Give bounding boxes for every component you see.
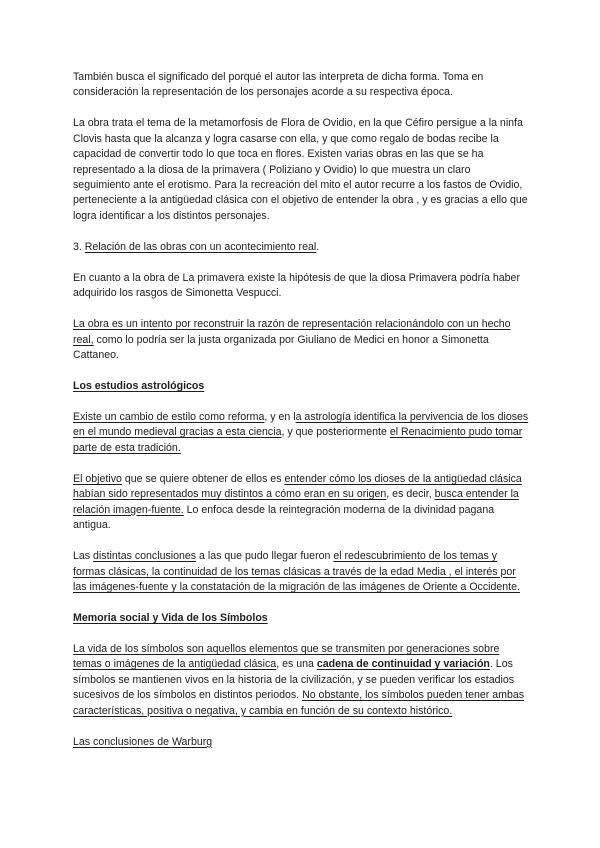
section-3-heading <box>73 240 530 255</box>
underlined-text: entender cómo los dioses de la antigüedad clásica habían sido representados muy distintos a cómo eran en su origen <box>73 472 522 501</box>
plain-text: , es una <box>276 658 317 671</box>
bold-underlined-text: cadena de continuidad y variación <box>316 658 490 671</box>
underlined-text: distintas conclusiones <box>93 550 197 563</box>
underlined-text: No obstante, los símbolos pueden tener ambas características, positiva o negativa, y cambia en función de su contexto histórico. <box>73 689 525 717</box>
plain-text: a las que pudo llegar fueron <box>196 550 334 563</box>
underlined-text: a astrología identifica la pervivencia de los dioses en el mundo medieval gracias a esta ciencia <box>73 411 529 439</box>
paragraph-astrology <box>73 410 530 456</box>
paragraph-flora-metamorphosis: La obra trata el tema de la metamorfosis de Flora de Ovidio, en la que Céfiro persigue a la ninfa Clovis hasta que la alcanza y logra casarse con ella, y que como regalo de bodas recibe la capacidad de convertir todo lo que toca en flores. Existen varias obras en las que se ha representado a la diosa de la primavera ( Poliziano y Ovidio) lo que muestra un claro seguimiento ante el erotismo. Para la recreación del mito el autor recurre a los fastos de Ovidio, perteneciente a la antigüedad clásica con el objetivo de entender la obra , y es gracias a ello que logra identificar a los distintos personajes. <box>73 117 528 222</box>
plain-text: como lo podría ser la justa organizada por Giuliano de Medici en honor a Simonetta Cattaneo. <box>73 333 489 362</box>
section-title-period: . <box>316 240 320 253</box>
paragraph-symbols <box>73 642 530 719</box>
plain-text: Las <box>73 550 94 563</box>
plain-text: que se quiere obtener de ellos es <box>121 472 285 485</box>
underlined-text: El objetivo <box>73 472 122 485</box>
paragraph-objective <box>73 472 530 534</box>
paragraph-conclusions <box>73 549 530 595</box>
paragraph-real-event <box>73 317 530 363</box>
underlined-text: La obra es un intento por reconstruir la razón de representación relacionándolo con un hecho real, <box>73 318 511 346</box>
underlined-text: busca entender la relación imagen-fuente. <box>73 488 519 516</box>
underlined-text: Existe un cambio de estilo como reforma <box>73 411 265 424</box>
plain-text: , y que posteriormente <box>281 426 390 439</box>
paragraph-intro: También busca el significado del porqué el autor las interpreta de dicha forma. Toma en consideración la representación de los personajes acorde a su respectiva época. <box>73 71 484 99</box>
underlined-text: La vida de los símbolos son aquellos elementos que se transmiten por generaciones sobre temas o imágenes de la antigüedad clásica <box>73 642 500 671</box>
heading-astrological-studies: Los estudios astrológicos <box>73 380 205 393</box>
heading-social-memory: Memoria social y Vida de los Símbolos <box>73 611 268 624</box>
plain-text: , es decir, <box>386 488 435 501</box>
paragraph-warburg-conclusions: Las conclusiones de Warburg <box>73 735 213 748</box>
paragraph-primavera-hypothesis: En cuanto a la obra de La primavera existe la hipótesis de que la diosa Primavera podría haber adquirido los rasgos de Simonetta Vespucci. <box>73 271 520 300</box>
section-number: 3. <box>73 240 85 253</box>
plain-text: Lo enfoca desde la reintegración moderna de la divinidad pagana antigua. <box>73 503 495 532</box>
plain-text: , y en l <box>264 411 296 424</box>
plain-text: . Los símbolos se mantienen vivos en la historia de la civilización, y se pueden verificar los estadios sucesivos de los símbolos en distintos periodos. <box>73 658 515 702</box>
underlined-text: el redescubrimiento de los temas y formas clásicas, la continuidad de los temas clásicas a través de la edad Media , el interés por las imágenes-fuente y la constatación de la migración de las imágenes de Oriente a Occidente. <box>73 550 520 593</box>
section-title: Relación de las obras con un acontecimiento real <box>84 240 317 253</box>
underlined-text: el Renacimiento pudo tomar parte de esta tradición. <box>73 426 523 454</box>
